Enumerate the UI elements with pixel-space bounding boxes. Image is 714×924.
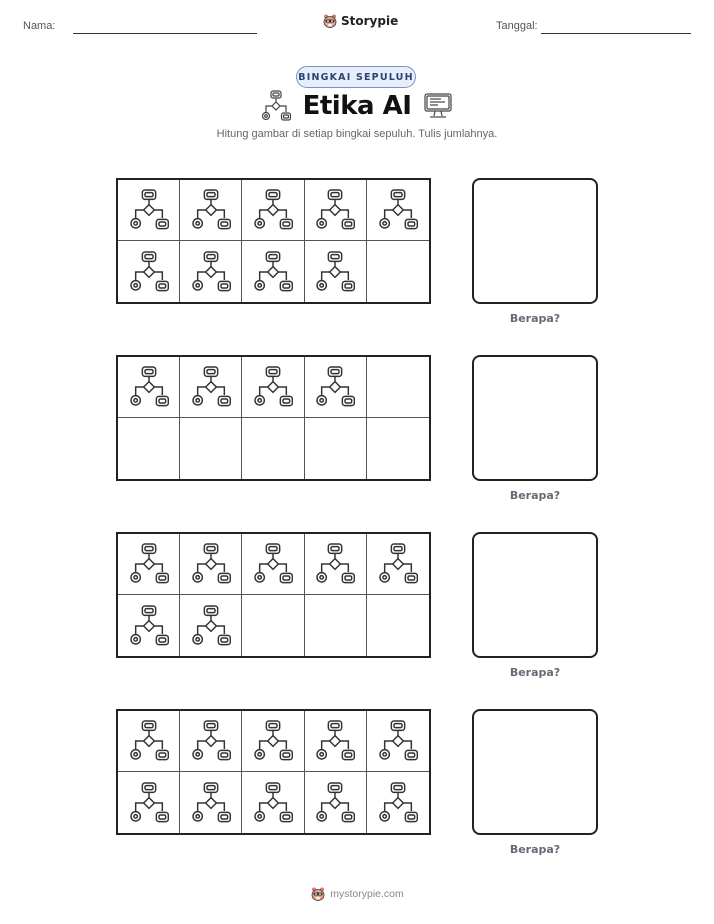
answer-box-1[interactable] bbox=[472, 178, 598, 304]
brand-logo bbox=[322, 13, 398, 29]
ten-frame-cell bbox=[242, 772, 304, 833]
ten-frame-cell bbox=[118, 418, 180, 479]
ten-frame-cell bbox=[180, 595, 242, 656]
flowchart-icon bbox=[315, 719, 355, 763]
date-write-line[interactable] bbox=[541, 33, 691, 34]
ten-frame-cell bbox=[180, 357, 242, 418]
date-label: Tanggal: bbox=[496, 20, 538, 32]
flowchart-icon bbox=[315, 188, 355, 232]
answer-box-3[interactable] bbox=[472, 532, 598, 658]
ten-frame-cell bbox=[367, 595, 429, 656]
flowchart-icon bbox=[191, 781, 231, 825]
ten-frame-cell bbox=[242, 418, 304, 479]
flowchart-icon bbox=[378, 719, 418, 763]
ten-frame-cell bbox=[180, 534, 242, 595]
flowchart-icon bbox=[191, 604, 231, 648]
instructions-text: Hitung gambar di setiap bingkai sepuluh. Tulis jumlahnya. bbox=[216, 128, 498, 140]
ten-frame-cell bbox=[367, 711, 429, 772]
flowchart-icon bbox=[378, 188, 418, 232]
ten-frame-cell bbox=[180, 711, 242, 772]
flowchart-icon bbox=[315, 781, 355, 825]
flowchart-icon bbox=[261, 90, 291, 122]
flowchart-icon bbox=[253, 365, 293, 409]
page-title: Etika AI bbox=[302, 91, 412, 121]
flowchart-icon bbox=[378, 542, 418, 586]
flowchart-icon bbox=[253, 250, 293, 294]
flowchart-icon bbox=[191, 542, 231, 586]
footer bbox=[0, 886, 714, 902]
flowchart-icon bbox=[129, 604, 169, 648]
flowchart-icon bbox=[191, 719, 231, 763]
ten-frame-cell bbox=[180, 180, 242, 241]
ten-frame-1 bbox=[116, 178, 431, 304]
ten-frame-cell bbox=[305, 357, 367, 418]
ten-frame-cell bbox=[305, 711, 367, 772]
answer-prompt-2: Berapa? bbox=[509, 489, 561, 502]
ten-frame-cell bbox=[305, 772, 367, 833]
flowchart-icon bbox=[315, 250, 355, 294]
ten-frame-cell bbox=[242, 711, 304, 772]
ten-frame-cell bbox=[305, 180, 367, 241]
ten-frame-cell bbox=[367, 772, 429, 833]
flowchart-icon bbox=[129, 250, 169, 294]
flowchart-icon bbox=[191, 188, 231, 232]
ten-frame-cell bbox=[180, 241, 242, 302]
ten-frame-4 bbox=[116, 709, 431, 835]
flowchart-icon bbox=[191, 250, 231, 294]
ten-frame-cell bbox=[118, 241, 180, 302]
worksheet-type-badge: BINGKAI SEPULUH bbox=[296, 66, 416, 88]
ten-frame-cell bbox=[180, 418, 242, 479]
ten-frame-cell bbox=[118, 534, 180, 595]
footer-site: mystorypie.com bbox=[330, 888, 404, 900]
ten-frame-cell bbox=[367, 418, 429, 479]
ten-frame-cell bbox=[305, 595, 367, 656]
answer-prompt-3: Berapa? bbox=[509, 666, 561, 679]
ten-frame-cell bbox=[242, 180, 304, 241]
answer-prompt-1: Berapa? bbox=[509, 312, 561, 325]
flowchart-icon bbox=[253, 719, 293, 763]
ten-frame-cell bbox=[367, 534, 429, 595]
answer-box-2[interactable] bbox=[472, 355, 598, 481]
ten-frame-3 bbox=[116, 532, 431, 658]
ten-frame-cell bbox=[242, 241, 304, 302]
flowchart-icon bbox=[253, 188, 293, 232]
flowchart-icon bbox=[253, 542, 293, 586]
flowchart-icon bbox=[129, 719, 169, 763]
ten-frame-cell bbox=[367, 241, 429, 302]
answer-box-4[interactable] bbox=[472, 709, 598, 835]
ten-frame-cell bbox=[118, 595, 180, 656]
brand-name: Storypie bbox=[341, 14, 399, 28]
flowchart-icon bbox=[129, 781, 169, 825]
ten-frame-cell bbox=[367, 357, 429, 418]
name-label: Nama: bbox=[23, 20, 56, 32]
ten-frame-cell bbox=[242, 595, 304, 656]
flowchart-icon bbox=[315, 542, 355, 586]
ten-frame-cell bbox=[242, 357, 304, 418]
storypie-mascot-icon bbox=[322, 13, 338, 29]
ten-frame-cell bbox=[305, 418, 367, 479]
flowchart-icon bbox=[253, 781, 293, 825]
ten-frame-cell bbox=[367, 180, 429, 241]
flowchart-icon bbox=[129, 188, 169, 232]
flowchart-icon bbox=[191, 365, 231, 409]
ten-frame-cell bbox=[118, 180, 180, 241]
answer-prompt-4: Berapa? bbox=[509, 843, 561, 856]
flowchart-icon bbox=[129, 365, 169, 409]
ten-frame-cell bbox=[305, 241, 367, 302]
flowchart-icon bbox=[129, 542, 169, 586]
computer-monitor-icon bbox=[423, 91, 453, 121]
ten-frame-cell bbox=[305, 534, 367, 595]
ten-frame-cell bbox=[180, 772, 242, 833]
title-row bbox=[0, 90, 714, 122]
storypie-mascot-icon bbox=[310, 886, 326, 902]
flowchart-icon bbox=[315, 365, 355, 409]
ten-frame-cell bbox=[118, 772, 180, 833]
ten-frame-cell bbox=[242, 534, 304, 595]
ten-frame-cell bbox=[118, 357, 180, 418]
flowchart-icon bbox=[378, 781, 418, 825]
ten-frame-2 bbox=[116, 355, 431, 481]
name-write-line[interactable] bbox=[73, 33, 257, 34]
ten-frame-cell bbox=[118, 711, 180, 772]
